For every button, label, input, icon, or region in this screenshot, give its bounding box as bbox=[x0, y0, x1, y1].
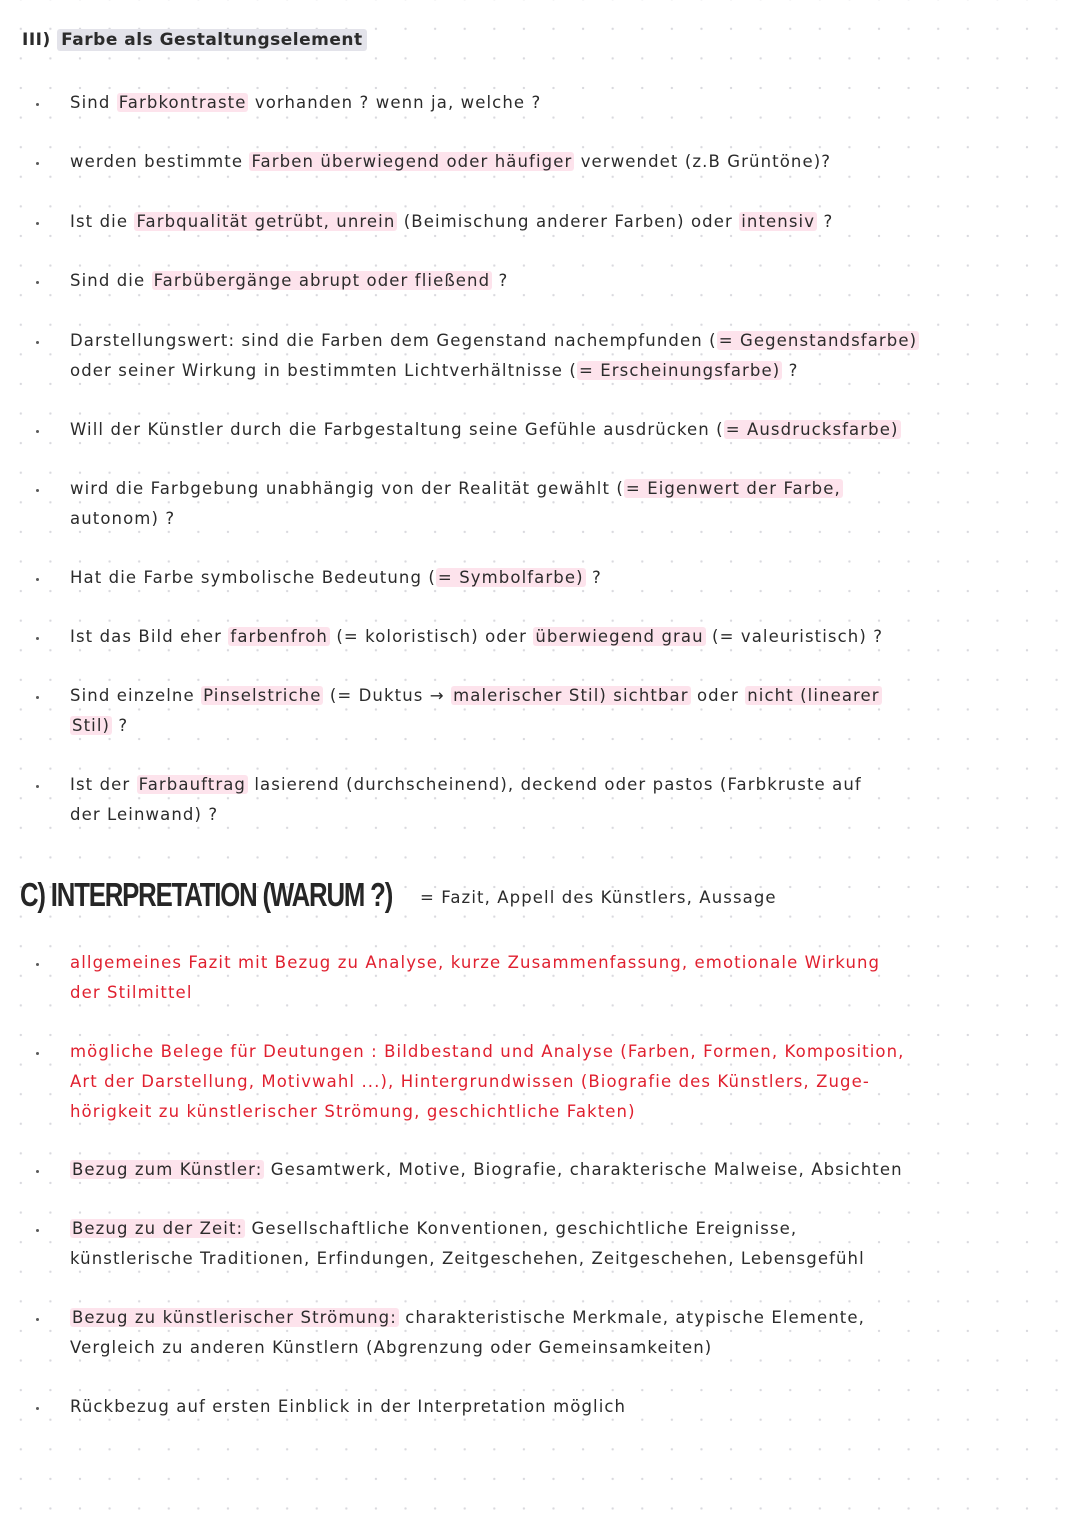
bullet-dot bbox=[36, 341, 39, 344]
text-segment: (= koloristisch) oder bbox=[329, 627, 534, 646]
text-segment: Vergleich zu anderen Künstlern (Abgrenzung oder Gemeinsamkeiten) bbox=[70, 1338, 713, 1357]
text-segment: lasierend (durchscheinend), deckend oder pastos (Farbkruste auf bbox=[248, 775, 862, 794]
text-segment: Ist der bbox=[70, 775, 137, 794]
interpretation-point bbox=[70, 1303, 1060, 1363]
text-segment: ? bbox=[112, 716, 129, 735]
text-segment: wird die Farbgebung unabhängig von der Realität gewählt ( bbox=[70, 479, 624, 498]
question-item bbox=[70, 563, 1060, 593]
highlighted-text: Farbqualität getrübt, unrein bbox=[136, 212, 396, 231]
text-segment: allgemeines Fazit mit Bezug zu Analyse, kurze Zusammenfassung, emotionale Wirkung bbox=[70, 953, 881, 972]
text-segment: Darstellungswert: sind die Farben dem Gegenstand nachempfunden ( bbox=[70, 331, 717, 350]
text-segment: Art der Darstellung, Motivwahl ...), Hintergrundwissen (Biografie des Künstlers, Zuge- bbox=[70, 1072, 870, 1091]
text-segment: Ist die bbox=[70, 212, 135, 231]
interpretation-point bbox=[70, 1392, 1060, 1422]
bullet-dot bbox=[36, 281, 39, 284]
bullet-dot bbox=[36, 103, 39, 106]
interpretation-point bbox=[70, 1214, 1060, 1274]
text-segment: (Beimischung anderer Farben) oder bbox=[397, 212, 740, 231]
highlighted-text: malerischer Stil) sichtbar bbox=[453, 686, 689, 705]
text-segment: der Leinwand) ? bbox=[70, 805, 219, 824]
interpretation-subtitle: = Fazit, Appell des Künstlers, Aussage bbox=[420, 888, 777, 907]
highlighted-text: = Erscheinungsfarbe) bbox=[578, 361, 781, 380]
text-segment: autonom) ? bbox=[70, 509, 176, 528]
text-segment: Ist das Bild eher bbox=[70, 627, 229, 646]
text-segment: vorhanden ? wenn ja, welche ? bbox=[248, 93, 542, 112]
bullet-dot bbox=[36, 430, 39, 433]
text-segment: oder seiner Wirkung in bestimmten Lichtverhältnisse ( bbox=[70, 361, 577, 380]
text-segment: werden bestimmte bbox=[70, 152, 250, 171]
interpretation-point bbox=[70, 948, 1060, 1008]
highlighted-text: nicht (linearer bbox=[747, 686, 880, 705]
highlighted-text: Bezug zu der Zeit: bbox=[72, 1219, 244, 1238]
question-item bbox=[70, 415, 1060, 445]
question-item bbox=[70, 681, 1060, 741]
bullet-dot bbox=[36, 489, 39, 492]
text-segment: verwendet (z.B Grüntöne)? bbox=[574, 152, 832, 171]
question-item bbox=[70, 207, 1060, 237]
section-heading bbox=[22, 30, 367, 50]
highlighted-text: = Symbolfarbe) bbox=[437, 568, 584, 587]
highlighted-text: Stil) bbox=[72, 716, 111, 735]
question-item bbox=[70, 474, 1060, 534]
highlighted-text: Farbübergänge abrupt oder fließend bbox=[153, 271, 491, 290]
question-item bbox=[70, 88, 1060, 118]
highlighted-text: farbenfroh bbox=[230, 627, 328, 646]
question-item bbox=[70, 266, 1060, 296]
highlighted-text: Farben überwiegend oder häufiger bbox=[251, 152, 573, 171]
text-segment: oder bbox=[690, 686, 746, 705]
text-segment: Sind bbox=[70, 93, 117, 112]
text-segment: ? bbox=[817, 212, 834, 231]
bullet-dot bbox=[36, 637, 39, 640]
bullet-dot bbox=[36, 578, 39, 581]
question-item bbox=[70, 622, 1060, 652]
section-number: III) bbox=[22, 30, 51, 50]
highlighted-text: Bezug zum Künstler: bbox=[72, 1160, 263, 1179]
text-segment: Will der Künstler durch die Farbgestaltung seine Gefühle ausdrücken ( bbox=[70, 420, 724, 439]
text-segment: ? bbox=[492, 271, 509, 290]
interpretation-title: C) INTERPRETATION (WARUM ?) bbox=[20, 876, 393, 913]
text-segment: ? bbox=[585, 568, 602, 587]
text-segment: mögliche Belege für Deutungen : Bildbestand und Analyse (Farben, Formen, Komposition, bbox=[70, 1042, 905, 1061]
bullet-dot bbox=[36, 1407, 39, 1410]
text-segment: Rückbezug auf ersten Einblick in der Interpretation möglich bbox=[70, 1397, 627, 1416]
text-segment: Hat die Farbe symbolische Bedeutung ( bbox=[70, 568, 436, 587]
highlighted-text: = Eigenwert der Farbe, bbox=[625, 479, 841, 498]
bullet-dot bbox=[36, 222, 39, 225]
bullet-dot bbox=[36, 696, 39, 699]
highlighted-text: Farbkontraste bbox=[118, 93, 247, 112]
text-segment: Gesamtwerk, Motive, Biografie, charakterische Malweise, Absichten bbox=[264, 1160, 903, 1179]
bullet-dot bbox=[36, 963, 39, 966]
interpretation-point bbox=[70, 1155, 1060, 1185]
bullet-dot bbox=[36, 1052, 39, 1055]
highlighted-text: überwiegend grau bbox=[535, 627, 704, 646]
highlighted-text: = Gegenstandsfarbe) bbox=[718, 331, 918, 350]
text-segment: Sind die bbox=[70, 271, 152, 290]
text-segment: ? bbox=[782, 361, 799, 380]
text-segment: (= valeuristisch) ? bbox=[705, 627, 884, 646]
text-segment: künstlerische Traditionen, Erfindungen, Zeitgeschehen, Zeitgeschehen, Lebensgefühl bbox=[70, 1249, 865, 1268]
bullet-dot bbox=[36, 1229, 39, 1232]
question-item bbox=[70, 326, 1060, 386]
bullet-dot bbox=[36, 1170, 39, 1173]
highlighted-text: intensiv bbox=[741, 212, 816, 231]
text-segment: Gesellschaftliche Konventionen, geschichtliche Ereignisse, bbox=[245, 1219, 798, 1238]
text-segment: Sind einzelne bbox=[70, 686, 202, 705]
text-segment: charakteristische Merkmale, atypische Elemente, bbox=[398, 1308, 865, 1327]
bullet-dot bbox=[36, 1318, 39, 1321]
bullet-dot bbox=[36, 162, 39, 165]
bullet-dot bbox=[36, 785, 39, 788]
highlighted-text: Farbauftrag bbox=[138, 775, 247, 794]
highlighted-text: Bezug zu künstlerischer Strömung: bbox=[72, 1308, 397, 1327]
text-segment: (= Duktus → bbox=[323, 686, 452, 705]
text-segment: hörigkeit zu künstlerischer Strömung, geschichtliche Fakten) bbox=[70, 1102, 636, 1121]
section-title: Farbe als Gestaltungselement bbox=[57, 29, 366, 51]
text-segment: der Stilmittel bbox=[70, 983, 193, 1002]
highlighted-text: Pinselstriche bbox=[203, 686, 322, 705]
question-item bbox=[70, 770, 1060, 830]
question-item bbox=[70, 147, 1060, 177]
interpretation-point bbox=[70, 1037, 1060, 1127]
highlighted-text: = Ausdrucksfarbe) bbox=[725, 420, 899, 439]
